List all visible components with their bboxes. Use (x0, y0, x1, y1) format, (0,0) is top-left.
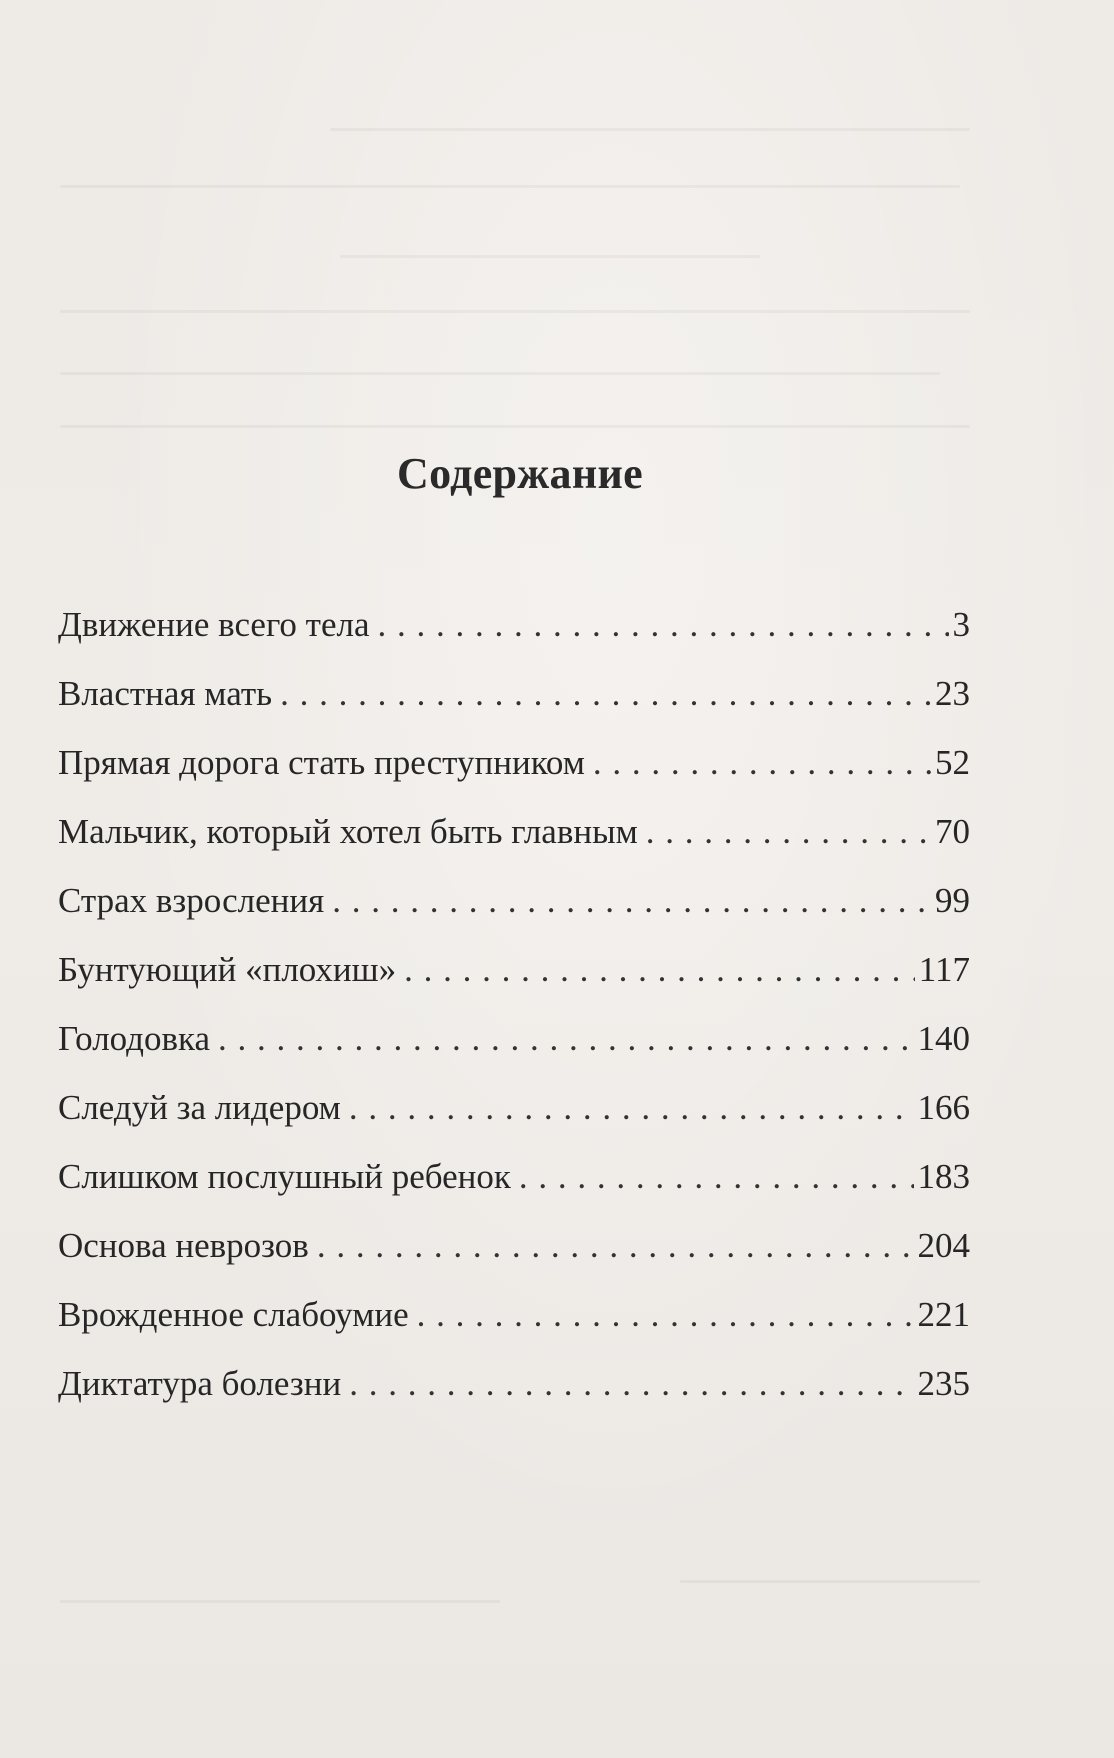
toc-entry-page: 23 (935, 674, 970, 713)
bleed-through-line (60, 372, 940, 375)
toc-entry-title: Бунтующий «плохиш» (58, 950, 397, 989)
toc-entry-title: Основа неврозов (58, 1226, 309, 1265)
dot-leader (280, 659, 931, 728)
dot-leader (417, 1280, 914, 1349)
toc-entry (58, 1004, 970, 1073)
toc-entry-title: Следуй за лидером (58, 1088, 341, 1127)
bleed-through-line (60, 425, 970, 428)
toc-entry-title: Голодовка (58, 1019, 210, 1058)
toc-entry-page: 52 (935, 743, 970, 782)
dot-leader (332, 866, 931, 935)
bleed-through-line (60, 310, 970, 313)
bleed-through-line (330, 128, 970, 131)
bleed-through-line (680, 1580, 980, 1583)
toc-entry-title: Движение всего тела (58, 605, 370, 644)
table-of-contents (58, 590, 970, 1418)
toc-entry-title: Слишком послушный ребенок (58, 1157, 511, 1196)
toc-entry-title: Врожденное слабоумие (58, 1295, 409, 1334)
toc-entry (58, 728, 970, 797)
toc-entry-page: 166 (917, 1088, 970, 1127)
bleed-through-line (340, 255, 760, 258)
dot-leader (519, 1142, 914, 1211)
dot-leader (317, 1211, 914, 1280)
toc-entry-page: 99 (935, 881, 970, 920)
toc-entry-title: Властная мать (58, 674, 273, 713)
toc-entry (58, 1073, 970, 1142)
toc-entry (58, 866, 970, 935)
toc-entry (58, 1211, 970, 1280)
toc-entry-page: 70 (935, 812, 970, 851)
dot-leader (349, 1073, 914, 1142)
toc-entry (58, 1142, 970, 1211)
dot-leader (646, 797, 931, 866)
dot-leader (218, 1004, 914, 1073)
toc-entry-page: 140 (917, 1019, 970, 1058)
toc-entry (58, 659, 970, 728)
toc-entry-title: Мальчик, который хотел быть главным (58, 812, 638, 851)
toc-entry (58, 935, 970, 1004)
toc-entry-title: Диктатура болезни (58, 1364, 342, 1403)
toc-entry (58, 1280, 970, 1349)
toc-entry-page: 221 (917, 1295, 970, 1334)
dot-leader (378, 590, 949, 659)
dot-leader (593, 728, 931, 797)
toc-entry-title: Страх взросления (58, 881, 325, 920)
toc-entry (58, 590, 970, 659)
toc-entry-page: 235 (917, 1364, 970, 1403)
toc-entry (58, 1349, 970, 1418)
page-title: Содержание (397, 449, 643, 498)
bleed-through-line (60, 1600, 500, 1603)
dot-leader (349, 1349, 913, 1418)
toc-entry-page: 117 (918, 950, 970, 989)
toc-entry-page: 204 (917, 1226, 970, 1265)
toc-entry-page: 3 (952, 605, 970, 644)
bleed-through-line (60, 185, 960, 188)
toc-entry (58, 797, 970, 866)
dot-leader (404, 935, 915, 1004)
toc-entry-page: 183 (917, 1157, 970, 1196)
toc-entry-title: Прямая дорога стать преступником (58, 743, 585, 782)
